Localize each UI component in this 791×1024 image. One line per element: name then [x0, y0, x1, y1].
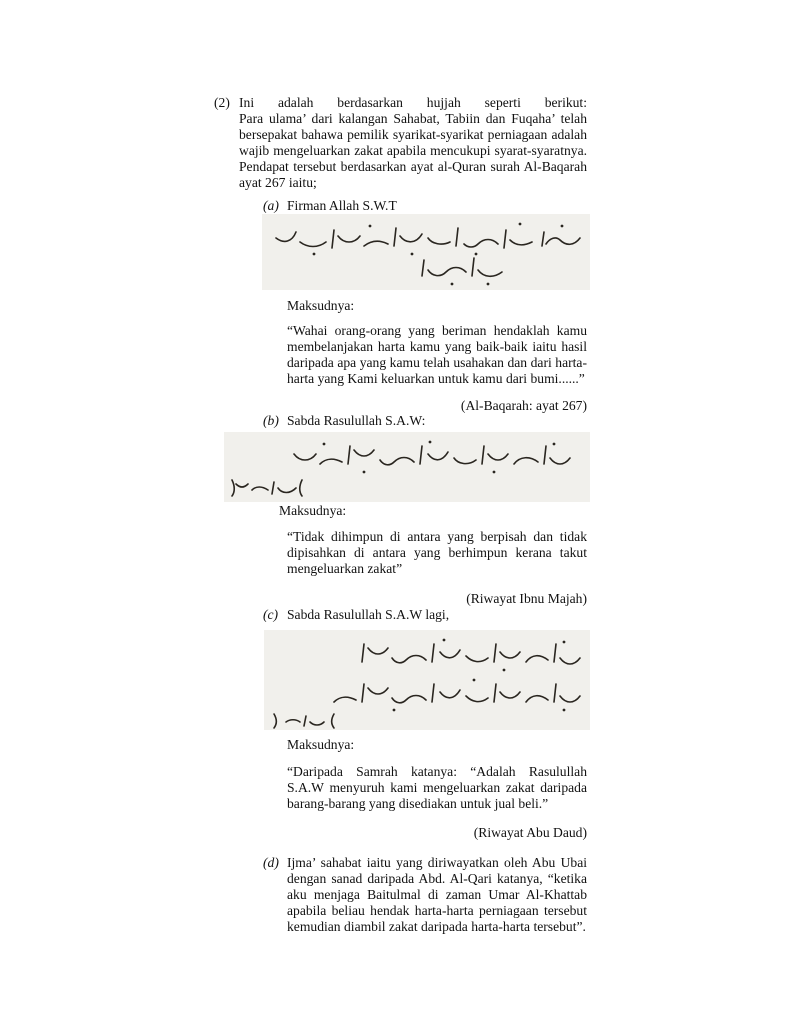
item-a-maksud-label: Maksudnya: [287, 298, 355, 313]
item-d-text: Ijma’ sahabat iaitu yang diriwayatkan oleh Abu Ubai dengan sanad daripada Abd. Al-Qari katanya, “ketika aku menjaga Baitulmal di zaman Umar Al-Khattab apabila beliau hendak harta-harta perniagaan tersebut kemudian diambil zakat daripada harta-harta tersebut”. [287, 855, 587, 934]
arabic-hadith-b-image [224, 432, 590, 502]
item-a-translation: “Wahai orang-orang yang beriman hendaklah kamu membelanjakan harta kamu yang baik-baik iaitu hasil daripada apa yang kamu telah usahakan dan dari harta-harta yang Kami keluarkan untuk kamu dari bumi......” [287, 323, 587, 386]
item-b-source: (Riwayat Ibnu Majah) [466, 591, 587, 606]
arabic-verse-calligraphy [262, 214, 590, 290]
arabic-hadith-b-calligraphy [224, 432, 590, 502]
item-c-source: (Riwayat Abu Daud) [473, 825, 587, 840]
item-c-maksud-label: Maksudnya: [287, 737, 355, 752]
arabic-hadith-c-calligraphy [264, 630, 590, 730]
item-a-label: (a) [263, 198, 279, 213]
section-body: Para ulama’ dari kalangan Sahabat, Tabiin dan Fuqaha’ telah bersepakat bahawa pemilik syarikat-syarikat perniagaan adalah wajib mengeluarkan zakat apabila mencukupi syarat-syaratnya. Pendapat tersebut berdasarkan ayat al-Quran surah Al-Baqarah ayat 267 iaitu; [239, 111, 587, 190]
item-c-translation: “Daripada Samrah katanya: “Adalah Rasulullah S.A.W menyuruh kami mengeluarkan zakat daripada barang-barang yang disediakan untuk jual beli.” [287, 764, 587, 811]
item-d-label: (d) [263, 855, 279, 870]
item-c-heading: Sabda Rasulullah S.A.W lagi, [287, 607, 450, 622]
section-first-line: Ini adalah berdasarkan hujjah seperti berikut: [239, 95, 587, 110]
arabic-hadith-c-image [264, 630, 590, 730]
item-b-translation: “Tidak dihimpun di antara yang berpisah dan tidak dipisahkan di antara yang berhimpun kerana takut mengeluarkan zakat” [287, 529, 587, 576]
item-a-heading: Firman Allah S.W.T [287, 198, 397, 213]
item-b-label: (b) [263, 413, 279, 428]
arabic-verse-image [262, 214, 590, 290]
item-b-heading: Sabda Rasulullah S.A.W: [287, 413, 426, 428]
section-number: (2) [214, 95, 230, 110]
item-a-source: (Al-Baqarah: ayat 267) [460, 398, 587, 413]
item-c-label: (c) [263, 607, 279, 622]
item-b-maksud-label: Maksudnya: [279, 503, 347, 518]
